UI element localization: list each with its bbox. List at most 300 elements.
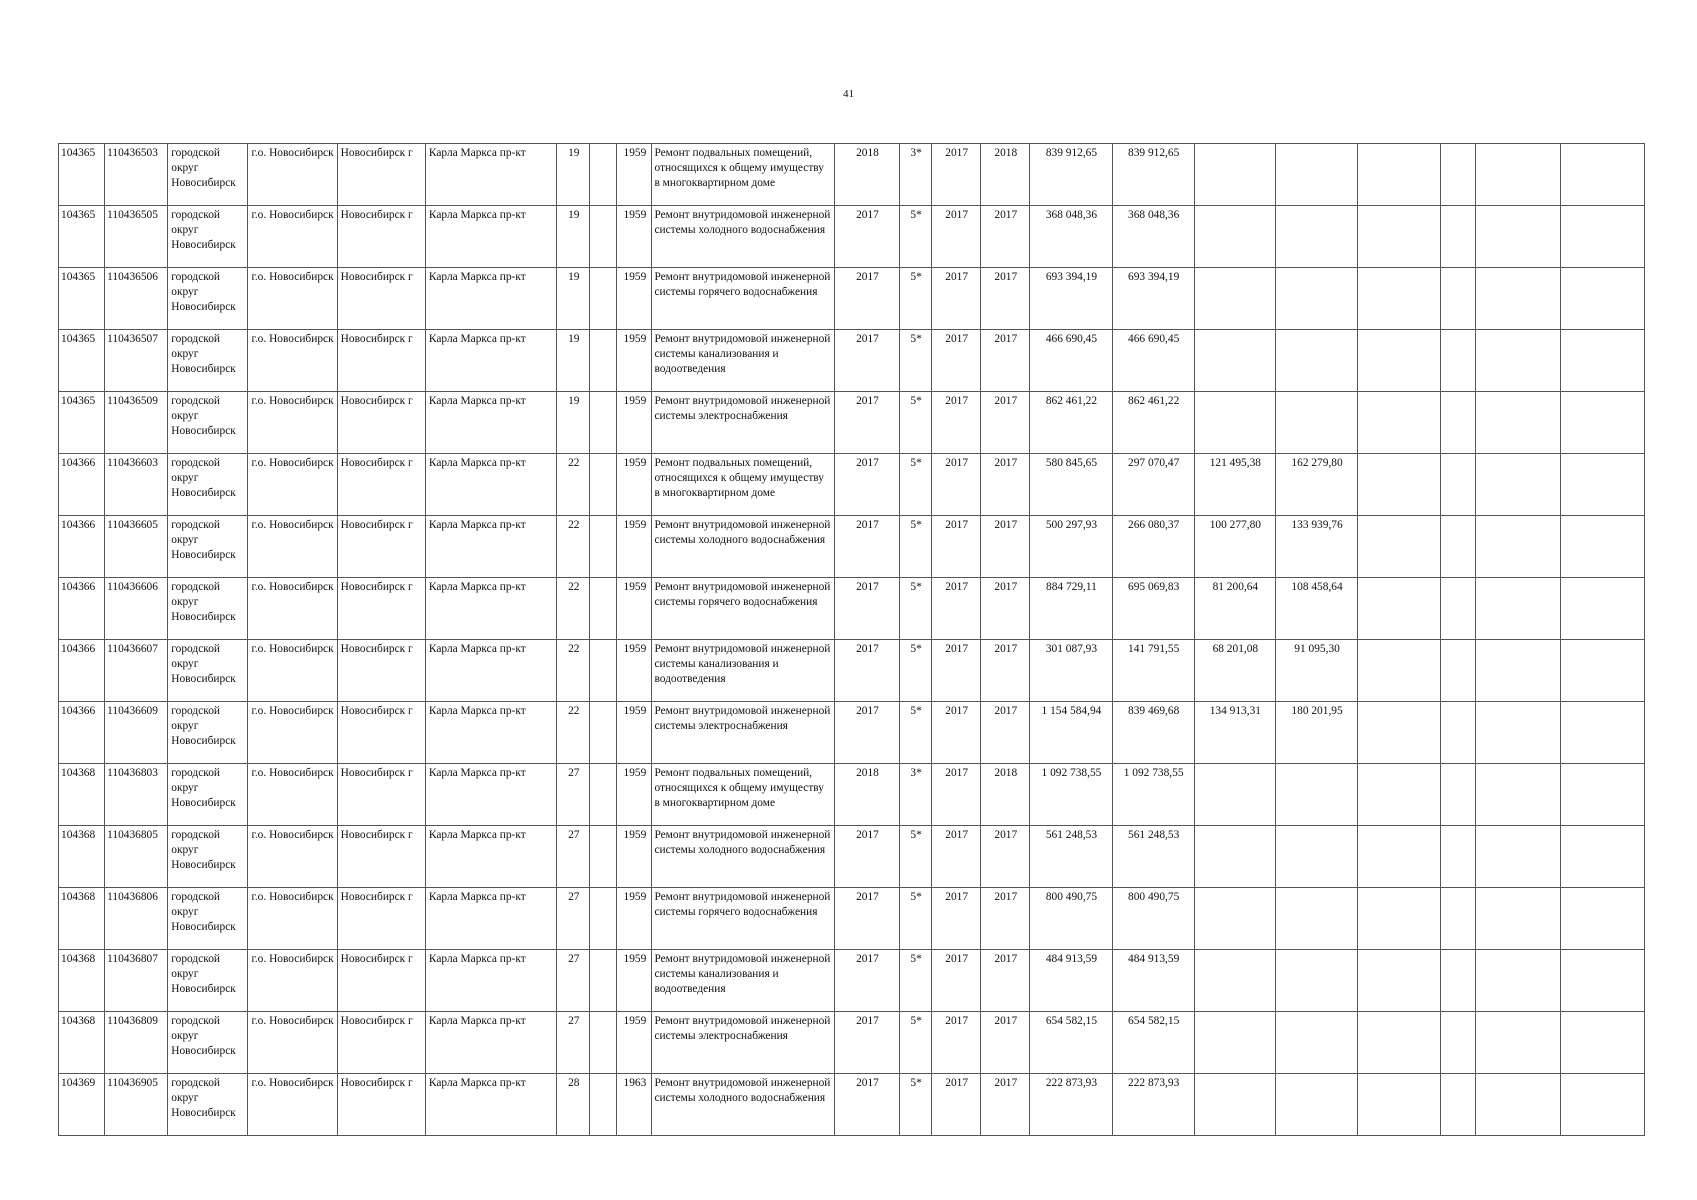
table-cell-col-1: 104366 bbox=[59, 578, 105, 640]
table-cell-col-14: 2017 bbox=[981, 392, 1030, 454]
table-cell-col-18 bbox=[1275, 826, 1357, 888]
table-cell-col-21 bbox=[1476, 1012, 1560, 1074]
table-cell-col-6: Карла Маркса пр-кт bbox=[425, 144, 556, 206]
table-cell-col-21 bbox=[1476, 578, 1560, 640]
table-cell-col-6: Карла Маркса пр-кт bbox=[425, 578, 556, 640]
table-cell-col-6: Карла Маркса пр-кт bbox=[425, 392, 556, 454]
table-cell-col-9: 1959 bbox=[617, 516, 652, 578]
table-cell-col-4: г.о. Новосибирск bbox=[248, 578, 337, 640]
table-row bbox=[59, 950, 1645, 1012]
table-cell-col-18 bbox=[1275, 206, 1357, 268]
table-cell-col-6: Карла Маркса пр-кт bbox=[425, 640, 556, 702]
table-cell-col-12: 5* bbox=[900, 826, 932, 888]
table-cell-col-22 bbox=[1560, 268, 1644, 330]
table-cell-col-15: 693 394,19 bbox=[1030, 268, 1112, 330]
table-row bbox=[59, 392, 1645, 454]
table-cell-col-21 bbox=[1476, 764, 1560, 826]
table-cell-col-16: 561 248,53 bbox=[1112, 826, 1194, 888]
table-cell-col-14: 2017 bbox=[981, 454, 1030, 516]
table-cell-col-21 bbox=[1476, 206, 1560, 268]
table-cell-col-18 bbox=[1275, 392, 1357, 454]
table-cell-col-13: 2017 bbox=[932, 578, 981, 640]
table-cell-col-16: 800 490,75 bbox=[1112, 888, 1194, 950]
table-cell-col-8 bbox=[590, 640, 617, 702]
table-cell-col-16: 141 791,55 bbox=[1112, 640, 1194, 702]
table-cell-col-18 bbox=[1275, 950, 1357, 1012]
table-cell-col-12: 3* bbox=[900, 764, 932, 826]
table-cell-col-21 bbox=[1476, 268, 1560, 330]
table-cell-col-16: 839 912,65 bbox=[1112, 144, 1194, 206]
table-cell-col-10: Ремонт внутридомовой инженерной системы канализования и водоотведения bbox=[652, 640, 834, 702]
table-cell-col-7: 22 bbox=[557, 454, 590, 516]
table-cell-col-10: Ремонт внутридомовой инженерной системы холодного водоснабжения bbox=[652, 826, 834, 888]
table-cell-col-1: 104366 bbox=[59, 702, 105, 764]
table-cell-col-5: Новосибирск г bbox=[337, 640, 425, 702]
table-cell-col-15: 301 087,93 bbox=[1030, 640, 1112, 702]
table-cell-col-16: 693 394,19 bbox=[1112, 268, 1194, 330]
table-cell-col-3: городской округ Новосибирск bbox=[168, 144, 248, 206]
table-cell-col-14: 2018 bbox=[981, 764, 1030, 826]
table-cell-col-14: 2017 bbox=[981, 578, 1030, 640]
table-cell-col-4: г.о. Новосибирск bbox=[248, 454, 337, 516]
table-cell-col-20 bbox=[1441, 454, 1476, 516]
table-cell-col-4: г.о. Новосибирск bbox=[248, 144, 337, 206]
table-cell-col-18: 91 095,30 bbox=[1275, 640, 1357, 702]
table-cell-col-9: 1959 bbox=[617, 144, 652, 206]
table-cell-col-14: 2017 bbox=[981, 268, 1030, 330]
table-cell-col-6: Карла Маркса пр-кт bbox=[425, 516, 556, 578]
table-cell-col-5: Новосибирск г bbox=[337, 454, 425, 516]
table-cell-col-13: 2017 bbox=[932, 206, 981, 268]
table-cell-col-2: 110436603 bbox=[105, 454, 168, 516]
table-cell-col-22 bbox=[1560, 950, 1644, 1012]
table-cell-col-20 bbox=[1441, 1012, 1476, 1074]
table-row bbox=[59, 888, 1645, 950]
table-cell-col-7: 22 bbox=[557, 702, 590, 764]
table-cell-col-12: 5* bbox=[900, 392, 932, 454]
table-cell-col-19 bbox=[1358, 206, 1441, 268]
table-cell-col-10: Ремонт внутридомовой инженерной системы канализования и водоотведения bbox=[652, 330, 834, 392]
table-cell-col-6: Карла Маркса пр-кт bbox=[425, 330, 556, 392]
table-cell-col-2: 110436503 bbox=[105, 144, 168, 206]
table-cell-col-19 bbox=[1358, 640, 1441, 702]
table-cell-col-11: 2017 bbox=[834, 888, 899, 950]
table-row bbox=[59, 1012, 1645, 1074]
table-cell-col-1: 104368 bbox=[59, 1012, 105, 1074]
table-cell-col-5: Новосибирск г bbox=[337, 578, 425, 640]
table-cell-col-13: 2017 bbox=[932, 640, 981, 702]
table-cell-col-12: 3* bbox=[900, 144, 932, 206]
table-cell-col-4: г.о. Новосибирск bbox=[248, 826, 337, 888]
table-cell-col-4: г.о. Новосибирск bbox=[248, 392, 337, 454]
table-cell-col-3: городской округ Новосибирск bbox=[168, 516, 248, 578]
table-cell-col-15: 368 048,36 bbox=[1030, 206, 1112, 268]
table-cell-col-19 bbox=[1358, 1074, 1441, 1136]
table-cell-col-17 bbox=[1194, 888, 1275, 950]
table-cell-col-19 bbox=[1358, 268, 1441, 330]
table-cell-col-11: 2017 bbox=[834, 268, 899, 330]
table-cell-col-5: Новосибирск г bbox=[337, 144, 425, 206]
table-cell-col-15: 839 912,65 bbox=[1030, 144, 1112, 206]
table-cell-col-13: 2017 bbox=[932, 392, 981, 454]
table-row bbox=[59, 640, 1645, 702]
table-cell-col-9: 1959 bbox=[617, 950, 652, 1012]
table-cell-col-9: 1959 bbox=[617, 888, 652, 950]
table-cell-col-19 bbox=[1358, 826, 1441, 888]
table-cell-col-5: Новосибирск г bbox=[337, 392, 425, 454]
table-cell-col-4: г.о. Новосибирск bbox=[248, 268, 337, 330]
table-cell-col-7: 19 bbox=[557, 206, 590, 268]
table-cell-col-17 bbox=[1194, 950, 1275, 1012]
table-cell-col-12: 5* bbox=[900, 1012, 932, 1074]
table-cell-col-22 bbox=[1560, 392, 1644, 454]
table-cell-col-1: 104365 bbox=[59, 330, 105, 392]
repair-schedule-table bbox=[58, 143, 1645, 1136]
table-cell-col-11: 2018 bbox=[834, 144, 899, 206]
table-cell-col-7: 19 bbox=[557, 392, 590, 454]
table-cell-col-1: 104368 bbox=[59, 764, 105, 826]
table-cell-col-20 bbox=[1441, 578, 1476, 640]
table-cell-col-14: 2017 bbox=[981, 206, 1030, 268]
table-cell-col-22 bbox=[1560, 888, 1644, 950]
table-cell-col-10: Ремонт подвальных помещений, относящихся к общему имуществу в многоквартирном доме bbox=[652, 764, 834, 826]
table-cell-col-12: 5* bbox=[900, 454, 932, 516]
table-cell-col-14: 2018 bbox=[981, 144, 1030, 206]
table-cell-col-8 bbox=[590, 888, 617, 950]
table-cell-col-19 bbox=[1358, 330, 1441, 392]
table-cell-col-2: 110436803 bbox=[105, 764, 168, 826]
table-cell-col-17 bbox=[1194, 1012, 1275, 1074]
table-cell-col-21 bbox=[1476, 1074, 1560, 1136]
table-cell-col-2: 110436806 bbox=[105, 888, 168, 950]
table-cell-col-16: 695 069,83 bbox=[1112, 578, 1194, 640]
table-cell-col-14: 2017 bbox=[981, 702, 1030, 764]
table-cell-col-3: городской округ Новосибирск bbox=[168, 392, 248, 454]
table-cell-col-22 bbox=[1560, 1074, 1644, 1136]
table-cell-col-14: 2017 bbox=[981, 1074, 1030, 1136]
table-cell-col-1: 104365 bbox=[59, 392, 105, 454]
table-cell-col-13: 2017 bbox=[932, 826, 981, 888]
table-cell-col-14: 2017 bbox=[981, 330, 1030, 392]
table-cell-col-2: 110436805 bbox=[105, 826, 168, 888]
table-cell-col-10: Ремонт внутридомовой инженерной системы холодного водоснабжения bbox=[652, 206, 834, 268]
table-cell-col-7: 27 bbox=[557, 1012, 590, 1074]
table-cell-col-3: городской округ Новосибирск bbox=[168, 330, 248, 392]
table-cell-col-4: г.о. Новосибирск bbox=[248, 888, 337, 950]
table-cell-col-20 bbox=[1441, 392, 1476, 454]
table-cell-col-2: 110436507 bbox=[105, 330, 168, 392]
table-cell-col-20 bbox=[1441, 888, 1476, 950]
table-row bbox=[59, 826, 1645, 888]
table-cell-col-17: 100 277,80 bbox=[1194, 516, 1275, 578]
table-cell-col-16: 839 469,68 bbox=[1112, 702, 1194, 764]
table-cell-col-15: 466 690,45 bbox=[1030, 330, 1112, 392]
table-cell-col-17: 68 201,08 bbox=[1194, 640, 1275, 702]
table-cell-col-20 bbox=[1441, 144, 1476, 206]
table-cell-col-5: Новосибирск г bbox=[337, 1012, 425, 1074]
table-cell-col-21 bbox=[1476, 516, 1560, 578]
table-cell-col-7: 28 bbox=[557, 1074, 590, 1136]
table-cell-col-15: 500 297,93 bbox=[1030, 516, 1112, 578]
table-cell-col-21 bbox=[1476, 392, 1560, 454]
table-cell-col-9: 1959 bbox=[617, 206, 652, 268]
table-row bbox=[59, 1074, 1645, 1136]
table-cell-col-12: 5* bbox=[900, 516, 932, 578]
table-cell-col-12: 5* bbox=[900, 888, 932, 950]
table-cell-col-19 bbox=[1358, 144, 1441, 206]
table-cell-col-8 bbox=[590, 702, 617, 764]
table-cell-col-21 bbox=[1476, 640, 1560, 702]
table-cell-col-20 bbox=[1441, 206, 1476, 268]
table-cell-col-14: 2017 bbox=[981, 888, 1030, 950]
table-cell-col-2: 110436506 bbox=[105, 268, 168, 330]
table-cell-col-11: 2017 bbox=[834, 206, 899, 268]
table-cell-col-8 bbox=[590, 206, 617, 268]
table-cell-col-18 bbox=[1275, 1074, 1357, 1136]
table-cell-col-19 bbox=[1358, 764, 1441, 826]
table-cell-col-17: 81 200,64 bbox=[1194, 578, 1275, 640]
table-cell-col-4: г.о. Новосибирск bbox=[248, 516, 337, 578]
table-cell-col-10: Ремонт подвальных помещений, относящихся к общему имуществу в многоквартирном доме bbox=[652, 454, 834, 516]
table-cell-col-21 bbox=[1476, 454, 1560, 516]
table-cell-col-20 bbox=[1441, 330, 1476, 392]
table-cell-col-22 bbox=[1560, 144, 1644, 206]
table-cell-col-16: 484 913,59 bbox=[1112, 950, 1194, 1012]
table-cell-col-9: 1959 bbox=[617, 764, 652, 826]
table-cell-col-6: Карла Маркса пр-кт bbox=[425, 268, 556, 330]
table-cell-col-7: 27 bbox=[557, 888, 590, 950]
table-cell-col-4: г.о. Новосибирск bbox=[248, 702, 337, 764]
table-cell-col-16: 297 070,47 bbox=[1112, 454, 1194, 516]
table-cell-col-22 bbox=[1560, 516, 1644, 578]
table-cell-col-7: 22 bbox=[557, 578, 590, 640]
table-cell-col-6: Карла Маркса пр-кт bbox=[425, 764, 556, 826]
table-cell-col-2: 110436509 bbox=[105, 392, 168, 454]
table-cell-col-8 bbox=[590, 1012, 617, 1074]
table-cell-col-1: 104368 bbox=[59, 826, 105, 888]
table-cell-col-21 bbox=[1476, 330, 1560, 392]
table-cell-col-18: 162 279,80 bbox=[1275, 454, 1357, 516]
table-cell-col-8 bbox=[590, 330, 617, 392]
table-cell-col-20 bbox=[1441, 702, 1476, 764]
table-row bbox=[59, 764, 1645, 826]
table-cell-col-6: Карла Маркса пр-кт bbox=[425, 206, 556, 268]
table-cell-col-16: 266 080,37 bbox=[1112, 516, 1194, 578]
table-cell-col-10: Ремонт подвальных помещений, относящихся к общему имуществу в многоквартирном доме bbox=[652, 144, 834, 206]
table-cell-col-21 bbox=[1476, 888, 1560, 950]
table-row bbox=[59, 454, 1645, 516]
table-cell-col-19 bbox=[1358, 702, 1441, 764]
table-cell-col-16: 222 873,93 bbox=[1112, 1074, 1194, 1136]
table-cell-col-15: 862 461,22 bbox=[1030, 392, 1112, 454]
table-cell-col-22 bbox=[1560, 578, 1644, 640]
table-cell-col-4: г.о. Новосибирск bbox=[248, 206, 337, 268]
table-cell-col-13: 2017 bbox=[932, 764, 981, 826]
table-cell-col-12: 5* bbox=[900, 206, 932, 268]
table-cell-col-16: 654 582,15 bbox=[1112, 1012, 1194, 1074]
table-cell-col-1: 104366 bbox=[59, 640, 105, 702]
table-cell-col-13: 2017 bbox=[932, 516, 981, 578]
table-cell-col-5: Новосибирск г bbox=[337, 206, 425, 268]
table-cell-col-21 bbox=[1476, 950, 1560, 1012]
table-cell-col-20 bbox=[1441, 516, 1476, 578]
table-cell-col-2: 110436809 bbox=[105, 1012, 168, 1074]
table-cell-col-19 bbox=[1358, 1012, 1441, 1074]
table-cell-col-11: 2017 bbox=[834, 330, 899, 392]
table-cell-col-5: Новосибирск г bbox=[337, 330, 425, 392]
table-cell-col-18 bbox=[1275, 144, 1357, 206]
table-cell-col-7: 27 bbox=[557, 950, 590, 1012]
table-cell-col-17 bbox=[1194, 206, 1275, 268]
table-cell-col-9: 1959 bbox=[617, 578, 652, 640]
table-row bbox=[59, 206, 1645, 268]
table-cell-col-4: г.о. Новосибирск bbox=[248, 640, 337, 702]
table-cell-col-3: городской округ Новосибирск bbox=[168, 764, 248, 826]
table-cell-col-15: 222 873,93 bbox=[1030, 1074, 1112, 1136]
table-cell-col-18: 133 939,76 bbox=[1275, 516, 1357, 578]
table-cell-col-8 bbox=[590, 1074, 617, 1136]
table-cell-col-20 bbox=[1441, 1074, 1476, 1136]
table-cell-col-1: 104368 bbox=[59, 950, 105, 1012]
table-cell-col-22 bbox=[1560, 640, 1644, 702]
table-cell-col-1: 104365 bbox=[59, 144, 105, 206]
table-cell-col-3: городской округ Новосибирск bbox=[168, 640, 248, 702]
table-cell-col-15: 1 154 584,94 bbox=[1030, 702, 1112, 764]
table-cell-col-10: Ремонт внутридомовой инженерной системы электроснабжения bbox=[652, 702, 834, 764]
table-cell-col-10: Ремонт внутридомовой инженерной системы горячего водоснабжения bbox=[652, 578, 834, 640]
table-cell-col-21 bbox=[1476, 826, 1560, 888]
table-cell-col-22 bbox=[1560, 206, 1644, 268]
table-cell-col-12: 5* bbox=[900, 1074, 932, 1136]
table-cell-col-20 bbox=[1441, 826, 1476, 888]
table-cell-col-22 bbox=[1560, 1012, 1644, 1074]
table-cell-col-22 bbox=[1560, 330, 1644, 392]
table-cell-col-8 bbox=[590, 268, 617, 330]
table-cell-col-19 bbox=[1358, 950, 1441, 1012]
table-cell-col-14: 2017 bbox=[981, 516, 1030, 578]
table-cell-col-2: 110436607 bbox=[105, 640, 168, 702]
table-cell-col-15: 884 729,11 bbox=[1030, 578, 1112, 640]
table-cell-col-3: городской округ Новосибирск bbox=[168, 950, 248, 1012]
table-cell-col-5: Новосибирск г bbox=[337, 950, 425, 1012]
table-cell-col-20 bbox=[1441, 268, 1476, 330]
table-cell-col-1: 104366 bbox=[59, 516, 105, 578]
table-cell-col-18 bbox=[1275, 1012, 1357, 1074]
table-cell-col-18 bbox=[1275, 268, 1357, 330]
table-cell-col-13: 2017 bbox=[932, 1012, 981, 1074]
table-cell-col-15: 1 092 738,55 bbox=[1030, 764, 1112, 826]
table-cell-col-8 bbox=[590, 764, 617, 826]
table-cell-col-13: 2017 bbox=[932, 950, 981, 1012]
table-cell-col-16: 1 092 738,55 bbox=[1112, 764, 1194, 826]
table-cell-col-9: 1959 bbox=[617, 268, 652, 330]
table-cell-col-12: 5* bbox=[900, 268, 932, 330]
table-cell-col-8 bbox=[590, 950, 617, 1012]
table-cell-col-5: Новосибирск г bbox=[337, 702, 425, 764]
table-cell-col-4: г.о. Новосибирск bbox=[248, 950, 337, 1012]
table-cell-col-20 bbox=[1441, 640, 1476, 702]
table-cell-col-18 bbox=[1275, 764, 1357, 826]
table-cell-col-10: Ремонт внутридомовой инженерной системы электроснабжения bbox=[652, 392, 834, 454]
table-cell-col-17 bbox=[1194, 1074, 1275, 1136]
table-cell-col-1: 104366 bbox=[59, 454, 105, 516]
table-cell-col-22 bbox=[1560, 702, 1644, 764]
table-cell-col-13: 2017 bbox=[932, 330, 981, 392]
table-cell-col-1: 104368 bbox=[59, 888, 105, 950]
table-cell-col-18: 108 458,64 bbox=[1275, 578, 1357, 640]
table-cell-col-18: 180 201,95 bbox=[1275, 702, 1357, 764]
table-cell-col-7: 19 bbox=[557, 330, 590, 392]
table-cell-col-7: 27 bbox=[557, 764, 590, 826]
table-cell-col-22 bbox=[1560, 826, 1644, 888]
table-cell-col-10: Ремонт внутридомовой инженерной системы горячего водоснабжения bbox=[652, 888, 834, 950]
table-cell-col-12: 5* bbox=[900, 330, 932, 392]
table-cell-col-5: Новосибирск г bbox=[337, 516, 425, 578]
table-cell-col-9: 1959 bbox=[617, 330, 652, 392]
table-cell-col-10: Ремонт внутридомовой инженерной системы горячего водоснабжения bbox=[652, 268, 834, 330]
table-cell-col-19 bbox=[1358, 392, 1441, 454]
table-row bbox=[59, 330, 1645, 392]
table-cell-col-5: Новосибирск г bbox=[337, 888, 425, 950]
table-cell-col-10: Ремонт внутридомовой инженерной системы электроснабжения bbox=[652, 1012, 834, 1074]
table-cell-col-16: 368 048,36 bbox=[1112, 206, 1194, 268]
table-cell-col-4: г.о. Новосибирск bbox=[248, 1012, 337, 1074]
table-cell-col-3: городской округ Новосибирск bbox=[168, 1074, 248, 1136]
table-cell-col-13: 2017 bbox=[932, 144, 981, 206]
table-cell-col-12: 5* bbox=[900, 950, 932, 1012]
table-cell-col-9: 1959 bbox=[617, 392, 652, 454]
table-cell-col-7: 22 bbox=[557, 516, 590, 578]
table-cell-col-11: 2017 bbox=[834, 702, 899, 764]
table-cell-col-10: Ремонт внутридомовой инженерной системы холодного водоснабжения bbox=[652, 516, 834, 578]
table-cell-col-9: 1959 bbox=[617, 1012, 652, 1074]
table-cell-col-19 bbox=[1358, 516, 1441, 578]
table-cell-col-2: 110436505 bbox=[105, 206, 168, 268]
table-cell-col-6: Карла Маркса пр-кт bbox=[425, 950, 556, 1012]
table-cell-col-15: 654 582,15 bbox=[1030, 1012, 1112, 1074]
table-cell-col-15: 561 248,53 bbox=[1030, 826, 1112, 888]
table-cell-col-17 bbox=[1194, 392, 1275, 454]
table-cell-col-2: 110436807 bbox=[105, 950, 168, 1012]
table-body bbox=[59, 144, 1645, 1136]
table-cell-col-8 bbox=[590, 826, 617, 888]
table-cell-col-3: городской округ Новосибирск bbox=[168, 702, 248, 764]
table-cell-col-6: Карла Маркса пр-кт bbox=[425, 1012, 556, 1074]
table-cell-col-17 bbox=[1194, 144, 1275, 206]
table-cell-col-6: Карла Маркса пр-кт bbox=[425, 888, 556, 950]
table-cell-col-14: 2017 bbox=[981, 1012, 1030, 1074]
table-cell-col-15: 800 490,75 bbox=[1030, 888, 1112, 950]
table-cell-col-12: 5* bbox=[900, 640, 932, 702]
table-cell-col-21 bbox=[1476, 702, 1560, 764]
table-cell-col-8 bbox=[590, 516, 617, 578]
table-cell-col-11: 2017 bbox=[834, 516, 899, 578]
table-cell-col-13: 2017 bbox=[932, 1074, 981, 1136]
table-cell-col-10: Ремонт внутридомовой инженерной системы канализования и водоотведения bbox=[652, 950, 834, 1012]
table-cell-col-8 bbox=[590, 144, 617, 206]
table-cell-col-11: 2017 bbox=[834, 578, 899, 640]
table-cell-col-3: городской округ Новосибирск bbox=[168, 268, 248, 330]
table-cell-col-3: городской округ Новосибирск bbox=[168, 1012, 248, 1074]
table-cell-col-3: городской округ Новосибирск bbox=[168, 888, 248, 950]
table-cell-col-19 bbox=[1358, 888, 1441, 950]
table-cell-col-6: Карла Маркса пр-кт bbox=[425, 454, 556, 516]
table-cell-col-4: г.о. Новосибирск bbox=[248, 1074, 337, 1136]
table-cell-col-7: 19 bbox=[557, 144, 590, 206]
table-cell-col-9: 1963 bbox=[617, 1074, 652, 1136]
table-cell-col-16: 862 461,22 bbox=[1112, 392, 1194, 454]
table-row bbox=[59, 578, 1645, 640]
